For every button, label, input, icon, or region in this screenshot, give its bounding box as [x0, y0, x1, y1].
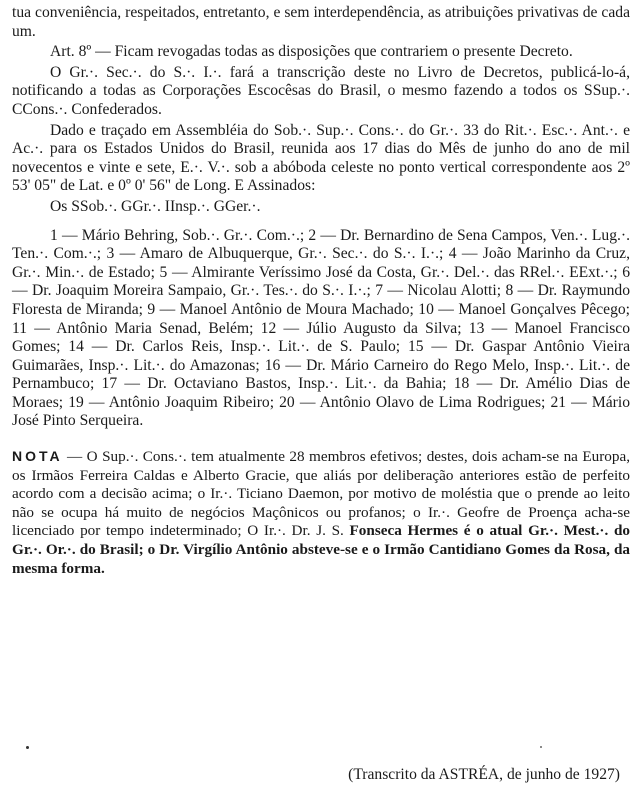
nota-paragraph	[12, 447, 630, 578]
nota-text: — O Sup.·. Cons.·. tem atualmente 28 membros efetivos; destes, dois acham-se na Europa, os Irmãos Ferreira Caldas e Alberto Gracie, que aliás por deliberação anteriores estão de perfeito acordo com a decisão acima; o Ir.·. Ticiano Daemon, por motivo de moléstia que o prende ao leito não se ocupa há muito de negócios Maçônicos ou profanos; o Ir.·. Geofre de Proença acha-se licenciado por tempo indeterminado; O Ir.·. Dr. J. S.	[12, 448, 630, 540]
document-page	[12, 4, 630, 578]
article-8-paragraph: Art. 8º — Ficam revogadas todas as disposições que contrariem o presente Decreto.	[50, 43, 573, 61]
assembly-paragraph: Dado e traçado em Assembléia do Sob.·. Sup.·. Cons.·. do Gr.·. 33 do Rit.·. Esc.·. Ant.·. e Ac.·. para os Estados Unidos do Brasil, reunida aos 17 dias do Mês de junho do ano de mil novecentos e vinte e sete, E.·. V.·. sob a abóboda celeste no ponto vertical correspondente aos 2º 53' 05" de Lat. e 0º 0' 56" de Long. E Assinados:	[12, 121, 630, 195]
transcription-paragraph: O Gr.·. Sec.·. do S.·. I.·. fará a transcrição deste no Livro de Decretos, publicá-lo-á, notificando a todas as Corporações Escocêsas do Brasil, o mesmo fazendo a todos os SSup.·. CCons.·. Confederados.	[12, 63, 630, 118]
nota-label: NOTA	[12, 448, 63, 465]
signatories-list: 1 — Mário Behring, Sob.·. Gr.·. Com.·.; 2 — Dr. Bernardino de Sena Campos, Ven.·. Lug.·. Ten.·. Com.·.; 3 — Amaro de Albuquerque, Gr.·. Sec.·. do S.·. I.·.; 4 — João Marinho da Cruz, Gr.·. Min.·. de Estado; 5 — Almirante Veríssimo José da Costa, Gr.·. Del.·. das RRel.·. EExt.·.; 6 — Dr. Joaquim Moreira Sampaio, Gr.·. Tes.·. do S.·. I.·.; 7 — Nicolau Alotti; 8 — Dr. Raymundo Floresta de Miranda; 9 — Manoel Antônio de Moura Machado; 10 — Manoel Gonçalves Pêcego; 11 — Antônio Maria Senad, Belém; 12 — Júlio Augusto da Silva; 13 — Manoel Francisco Gomes; 14 — Dr. Carlos Reis, Insp.·. Lit.·. de S. Paulo; 15 — Dr. Gaspar Antônio Vieira Guimarães, Insp.·. Lit.·. do Amazonas; 16 — Dr. Mário Carneiro do Rego Melo, Insp.·. Lit.·. de Pernambuco; 17 — Dr. Octaviano Bastos, Insp.·. Lit.·. da Bahia; 18 — Dr. Amélio Dias de Moraes; 19 — Antônio Joaquim Ribeiro; 20 — Antônio Olavo de Lima Rodrigues; 21 — Mário José Pinto Serqueira.	[12, 226, 630, 430]
paragraph-continuation: tua conveniência, respeitados, entretanto, e sem interdependência, as atribuições privativas de cada um.	[12, 4, 630, 40]
signatories-heading: Os SSob.·. GGr.·. IInsp.·. GGer.·.	[50, 197, 261, 215]
source-citation: (Transcrito da ASTRÉA, de junho de 1927)	[348, 766, 620, 783]
ink-dot-small	[540, 746, 542, 748]
nota-text-bold: Fonseca Hermes é o atual Gr.·. Mest.·. do Gr.·. Or.·. do Brasil; o Dr. Virgílio Antônio absteve-se e o Irmão Cantidiano Gomes da Rosa, da mesma forma.	[12, 522, 630, 577]
ink-dot	[26, 746, 29, 749]
